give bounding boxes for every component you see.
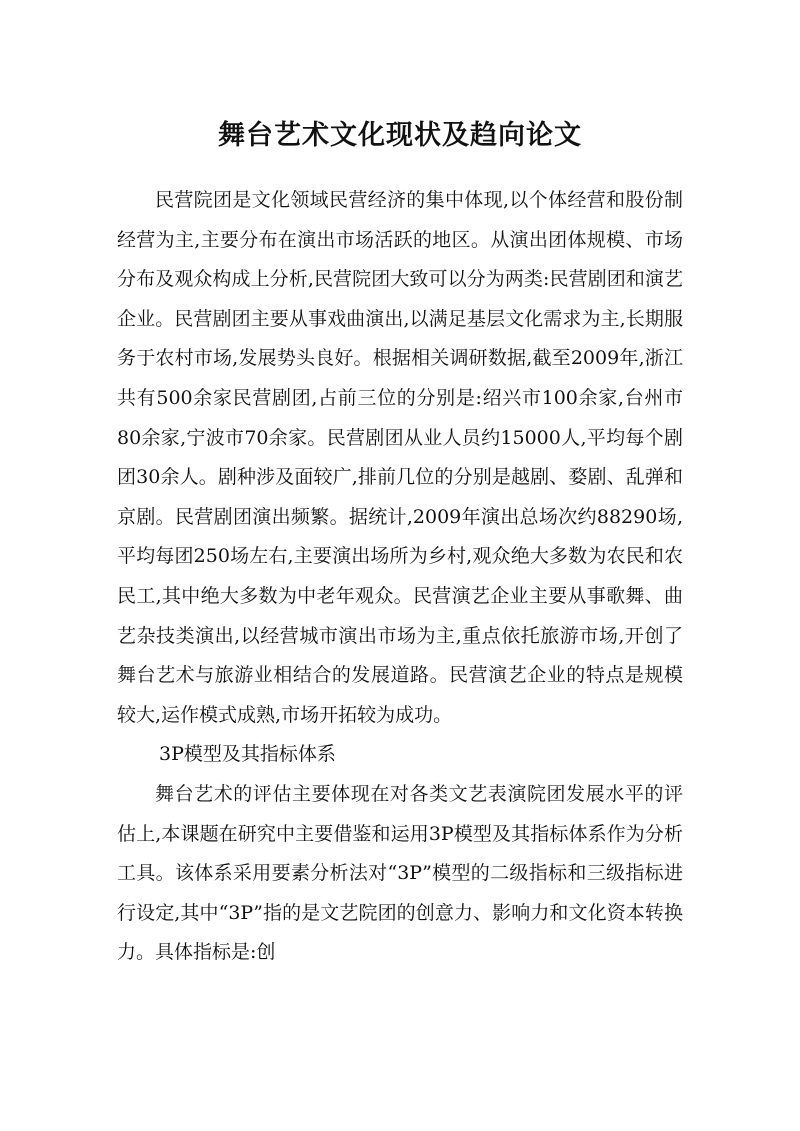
document-body xyxy=(117,181,683,973)
paragraph-evaluation: 舞台艺术的评估主要体现在对各类文艺表演院团发展水平的评估上,本课题在研究中主要借鉴和运用3P模型及其指标体系作为分析工具。该体系采用要素分析法对“3P”模型的二级指标和三级指标进行设定,其中“3P”指的是文艺院团的创意力、影响力和文化资本转换力。具体指标是:创 xyxy=(117,782,683,964)
section-heading-3p-model: 3P模型及其指标体系 xyxy=(159,743,336,766)
paragraph-private-troupes: 民营院团是文化领域民营经济的集中体现,以个体经营和股份制经营为主,主要分布在演出市场活跃的地区。从演出团体规模、市场分布及观众构成上分析,民营院团大致可以分为两类:民营剧团和演艺企业。民营剧团主要从事戏曲演出,以满足基层文化需求为主,长期服务于农村市场,发展势头良好。根据相关调研数据,截至2009年,浙江共有500余家民营剧团,占前三位的分别是:绍兴市100余家,台州市80余家,宁波市70余家。民营剧团从业人员约15000人,平均每个剧团30余人。剧种涉及面较广,排前几位的分别是越剧、婺剧、乱弹和京剧。民营剧团演出频繁。据统计,2009年演出总场次约88290场,平均每团250场左右,主要演出场所为乡村,观众绝大多数为农民和农民工,其中绝大多数为中老年观众。民营演艺企业主要从事歌舞、曲艺杂技类演出,以经营城市演出市场为主,重点依托旅游市场,开创了舞台艺术与旅游业相结合的发展道路。民营演艺企业的特点是规模较大,运作模式成熟,市场开拓较为成功。 xyxy=(117,189,683,726)
document-title: 舞台艺术文化现状及趋向论文 xyxy=(218,120,582,152)
